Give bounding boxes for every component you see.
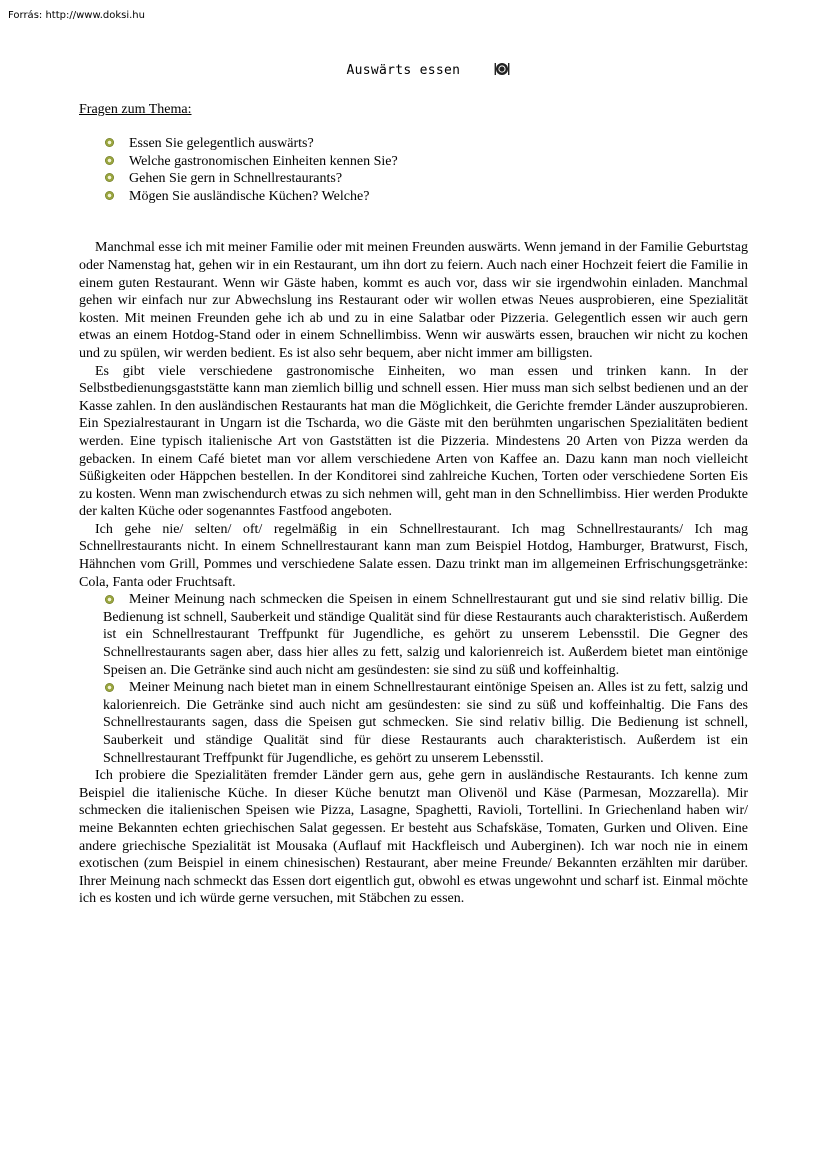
paragraph-intro: Manchmal esse ich mit meiner Familie oder mit meinen Freunden auswärts. Wenn jemand in der Familie Geburtstag oder Namenstag hat, gehen wir in ein Restaurant, um ihn dort zu feiern. Auch nach einer Hochzeit feiert die Familie in einem guten Restaurant. Wenn wir Gäste haben, kommt es auch vor, dass wir sie irgendwohin einladen. Manchmal gehen wir einfach nur zur Abwechslung ins Restaurant oder wir wollen etwas Neues ausprobieren, eine Spezialität kosten. Mit meinen Freunden gehe ich ab und zu in eine Salatbar oder Pizzeria. Gelegentlich essen wir auch gern etwas an einem Hotdog-Stand oder in einem Schnellimbiss. Wenn wir auswärts essen, brauchen wir nicht zu kochen und zu spülen, wir werden bedient. Es ist also sehr bequem, aber nicht immer am billigsten. (79, 240, 748, 361)
question-text: Essen Sie gelegentlich auswärts? (129, 136, 314, 151)
bullet-icon (105, 138, 114, 147)
opinion-contra (103, 679, 748, 767)
bullet-icon (105, 595, 114, 604)
opinion-contra-text: Meiner Meinung nach bietet man in einem Schnellrestaurant eintönige Speisen an. Alles ist zu fett, salzig und kalorienreich. Die Getränke sind auch nicht am gesündesten: sie sind zu süß und koffeinhaltig. Die Fans des Schnellrestaurants sagen, dass die Speisen gut schmecken. Sie sind relativ billig. Die Bedienung ist schnell, Sauberkeit und ständige Qualität sind für diese Restaurants auch charakteristisch. Außerdem ist ein Schnellrestaurant Treffpunkt für Jugendliche, es gehört zu unserem Lebensstil. (103, 680, 748, 766)
plate-cutlery-icon (494, 62, 510, 80)
question-item (105, 153, 748, 171)
source-line: Forrás: http://www.doksi.hu (8, 10, 145, 21)
question-text: Mögen Sie ausländische Küchen? Welche? (129, 188, 370, 204)
paragraph-foreign-cuisine: Ich probiere die Spezialitäten fremder Länder gern aus, gehe gern in ausländische Restaurants. Ich kenne zum Beispiel die italienische Küche. In dieser Küche benutzt man Olivenöl und Käse (Parmesan, Mozzarella). Mir schmecken die italienischen Speisen wie Pizza, Lasagne, Spaghetti, Ravioli, Tortellini. In Griechenland haben wir/ meine Bekannten echten griechischen Salat gegessen. Er besteht aus Schafskäse, Tomaten, Gurken und Oliven. Eine andere griechische Spezialität ist Mousaka (Auflauf mit Hackfleisch und Auberginen). Ich war noch nie in einem exotischen (zum Beispiel in einem chinesischen) Restaurant, aber meine Freunde/ Bekannten erzählten mir darüber. Ihrer Meinung nach schmeckt das Essen dort eigentlich gut, obwohl es etwas ungewohnt und scharf ist. Einmal möchte ich es kosten und ich würde gerne versuchen, mit Stäbchen zu essen. (79, 768, 748, 907)
paragraph-gastronomy: Es gibt viele verschiedene gastronomische Einheiten, wo man essen und trinken kann. In der Selbstbedienungsgaststätte kann man ziemlich billig und schnell essen. Hier muss man sich selbst bedienen und an der Kasse zahlen. In den ausländischen Restaurants hat man die Möglichkeit, die Gerichte fremder Länder auszuprobieren. Ein Spezialrestaurant in Ungarn ist die Tscharda, wo die Gäste mit den berühmten ungarischen Spezialitäten bedient werden. Eine typisch italienische Art von Gaststätten ist die Pizzeria. Mindestens 20 Arten von Pizza werden da gebacken. In einem Café bietet man vor allem verschiedene Arten von Kaffee an. Dazu kann man noch vielleicht Süßigkeiten oder Häppchen bestellen. In der Konditorei sind zahlreiche Kuchen, Torten oder verschiedene Sorten Eis zu kosten. Wenn man zwischendurch etwas zu sich nehmen will, geht man in den Schnellimbiss. Hier werden Produkte der kalten Küche oder sogenanntes Fastfood angeboten. (79, 363, 748, 520)
question-item (105, 135, 748, 153)
title-row (0, 62, 827, 80)
page-title: Auswärts essen (346, 63, 461, 78)
questions-list (79, 135, 748, 205)
bullet-icon (105, 173, 114, 182)
question-text: Gehen Sie gern in Schnellrestaurants? (129, 171, 343, 187)
opinion-pro (103, 591, 748, 679)
question-text: Welche gastronomischen Einheiten kennen Sie? (129, 153, 398, 169)
questions-heading: Fragen zum Thema: (79, 102, 192, 117)
question-item (105, 170, 748, 188)
paragraph-fastfood: Ich gehe nie/ selten/ oft/ regelmäßig in ein Schnellrestaurant. Ich mag Schnellrestaurants/ Ich mag Schnellrestaurants nicht. In einem Schnellrestaurant kann man zum Beispiel Hotdog, Hamburger, Bratwurst, Fisch, Hähnchen vom Grill, Pommes und verschiedene Salate essen. Dazu trinkt man im allgemeinen Erfrischungsgetränke: Cola, Fanta oder Fruchtsaft. (79, 521, 748, 590)
bullet-icon (105, 191, 114, 200)
question-item (105, 188, 748, 206)
bullet-icon (105, 156, 114, 165)
opinion-pro-text: Meiner Meinung nach schmecken die Speisen in einem Schnellrestaurant gut und sie sind relativ billig. Die Bedienung ist schnell, Sauberkeit und ständige Qualität sind für diese Restaurants auch charakteristisch. Außerdem ist ein Schnellrestaurant Treffpunkt für Jugendliche, es gehört zu unserem Lebensstil. Die Gegner des Schnellrestaurants sagen aber, dass hier alles zu fett, salzig und kalorienreich ist. Außerdem bietet man eintönige Speisen an. Die Getränke sind auch nicht am gesündesten: sie sind zu süß und koffeinhaltig. (103, 592, 748, 678)
document-body (79, 101, 748, 908)
bullet-icon (105, 683, 114, 692)
